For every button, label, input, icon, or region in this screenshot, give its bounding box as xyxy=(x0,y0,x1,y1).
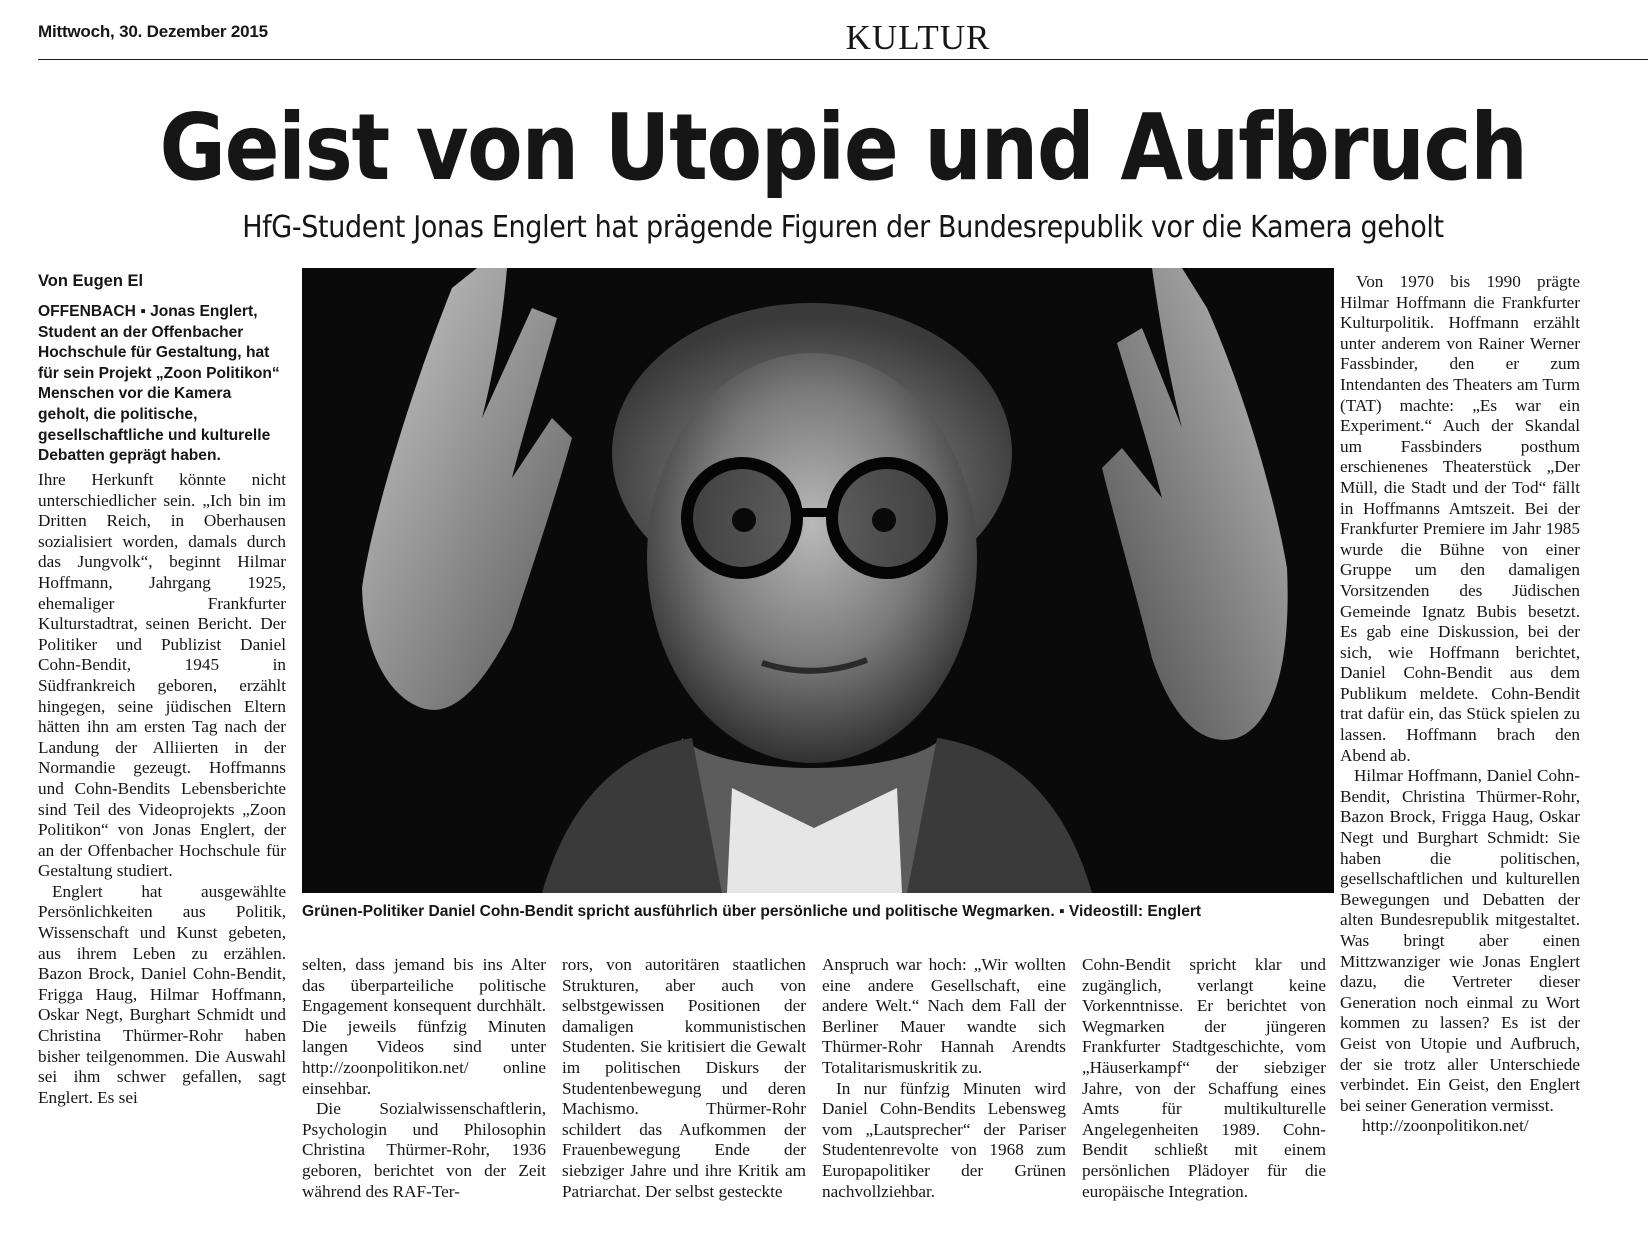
header-rule xyxy=(38,59,1648,60)
paragraph: rors, von autoritären staatlichen Strukturen, aber auch von selbstgewissen Positionen der damaligen kommunistischen Studenten. Sie kritisiert die Gewalt im politischen Diskurs der Studentenbewegung und deren Machismo. Thürmer-Rohr schildert das Aufkommen der Frauenbewegung Ende der siebziger Jahre und ihre Kritik am Patriarchat. Der selbst gesteckte xyxy=(562,955,806,1201)
paragraph: In nur fünfzig Minuten wird Daniel Cohn-Bendits Lebensweg vom „Lautsprecher“ der Pariser Studentenrevolte von 1968 zum Europapolitiker der Grünen nachvollziehbar. xyxy=(822,1078,1066,1201)
paragraph: Cohn-Bendit spricht klar und zugänglich, verlangt keine Vorkenntnisse. Er berichtet von Wegmarken der jüngeren Frankfurter Stadtgeschichte, vom „Häuserkampf“ der siebziger Jahre, von der Schaffung eines Amts für multikulturelle Angelegenheiten 1989. Cohn-Bendit schließt mit einem persönlichen Plädoyer für die europäische Integration. xyxy=(1082,955,1326,1201)
portrait-illustration xyxy=(302,268,1334,893)
project-url: http://zoonpolitikon.net/ xyxy=(1362,1116,1529,1136)
portrait-photo xyxy=(302,268,1334,893)
column-6 xyxy=(1340,272,1580,1137)
lead-paragraph: OFFENBACH ▪ Jonas Englert, Student an der Offenbacher Hochschule für Gestaltung, hat für sein Projekt „Zoon Politikon“ Menschen vor die Kamera geholt, die politische, gesellschaftliche und kulturelle Debatten geprägt haben. xyxy=(38,303,280,465)
column-5 xyxy=(1082,955,1326,1202)
byline: Von Eugen El xyxy=(38,272,144,290)
subheadline: HfG-Student Jonas Englert hat prägende Figuren der Bundesrepublik vor die Kamera geholt xyxy=(242,210,1444,245)
column-2 xyxy=(302,955,546,1202)
paragraph: Von 1970 bis 1990 prägte Hilmar Hoffmann die Frankfurter Kulturpolitik. Hoffmann erzählt unter anderem von Rainer Werner Fassbinder, den er zum Intendanten des Theaters am Turm (TAT) machte: „Es war ein Experiment.“ Auch der Skandal um Fassbinders posthum erschienenes Theaterstück „Der Müll, die Stadt und der Tod“ fällt in Hoffmanns Amtszeit. Bei der Frankfurter Premiere im Jahr 1985 wurde die Bühne von einer Gruppe um den damaligen Vorsitzenden des Jüdischen Gemeinde Ignatz Bubis besetzt. Es gab eine Diskussion, bei der sich, wie Hoffmann berichtet, Daniel Cohn-Bendit aus dem Publikum meldete. Cohn-Bendit trat dafür ein, das Stück spielen zu lassen. Hoffmann brach den Abend ab. xyxy=(1340,272,1580,765)
date-line: Mittwoch, 30. Dezember 2015 xyxy=(38,22,268,41)
paragraph: Englert hat ausgewählte Persönlichkeiten aus Politik, Wissenschaft und Kunst gebeten, aus ihrem Leben zu erzählen. Bazon Brock, Daniel Cohn-Bendit, Frigga Haug, Hilmar Hoffmann, Oskar Negt, Burghart Schmidt und Christina Thürmer-Rohr haben bisher teilgenommen. Die Auswahl sei ihm schwer gefallen, sagt Englert. Es sei xyxy=(38,881,286,1107)
column-1 xyxy=(38,470,286,1108)
paragraph: Die Sozialwissenschaftlerin, Psychologin und Philosophin Christina Thürmer-Rohr, 1936 geboren, berichtet von der Zeit während des RAF-Ter- xyxy=(302,1099,546,1201)
paragraph: selten, dass jemand bis ins Alter das überparteiliche politische Engagement konsequent durchhält. Die jeweils fünfzig Minuten langen Videos sind unter http://zoonpolitikon.net/ online einsehbar. xyxy=(302,955,546,1098)
paragraph: Hilmar Hoffmann, Daniel Cohn-Bendit, Christina Thürmer-Rohr, Bazon Brock, Frigga Haug, Oskar Negt und Burghart Schmidt: Sie haben die politischen, gesellschaftlichen und kulturellen Bewegungen und Debatten der alten Bundesrepublik mitgestaltet. Was bringt aber einen Mittzwanziger wie Jonas Englert dazu, die Vertreter dieser Generation noch einmal zu Wort kommen zu lassen? Es ist der Geist von Utopie und Aufbruch, der sie trotz aller Unterschiede verbindet. Ein Geist, den Englert bei seiner Generation vermisst. xyxy=(1340,766,1580,1115)
section-title: KULTUR xyxy=(845,18,991,57)
headline: Geist von Utopie und Aufbruch xyxy=(159,94,1527,201)
paragraph: Ihre Herkunft könnte nicht unterschiedlicher sein. „Ich bin im Dritten Reich, in Oberhausen sozialisiert worden, damals durch das Jungvolk“, beginnt Hilmar Hoffmann, Jahrgang 1925, ehemaliger Frankfurter Kulturstadtrat, seinen Bericht. Der Politiker und Publizist Daniel Cohn-Bendit, 1945 in Südfrankreich geboren, erzählt hingegen, seine jüdischen Eltern hätten ihn am ersten Tag nach der Landung der Alliierten in der Normandie gezeugt. Hoffmanns und Cohn-Bendits Lebensberichte sind Teil des Videoprojekts „Zoon Politikon“ von Jonas Englert, der an der Offenbacher Hochschule für Gestaltung studiert. xyxy=(38,470,286,881)
paragraph: Anspruch war hoch: „Wir wollten eine andere Gesellschaft, eine andere Welt.“ Nach dem Fall der Berliner Mauer wandte sich Thürmer-Rohr Hannah Arendts Totalitarismuskritik zu. xyxy=(822,955,1066,1077)
photo-caption: Grünen-Politiker Daniel Cohn-Bendit spricht ausführlich über persönliche und politische Wegmarken. ▪ Videostill: Englert xyxy=(302,903,1202,920)
column-3 xyxy=(562,955,806,1202)
column-4 xyxy=(822,955,1066,1202)
